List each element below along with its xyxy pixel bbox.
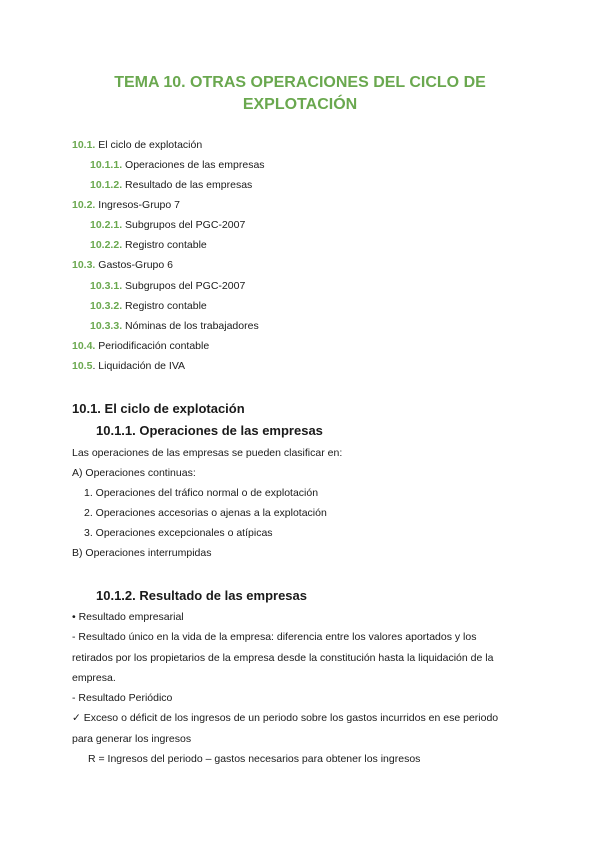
toc-item[interactable]: 10.3. Gastos-Grupo 6 [72, 259, 173, 271]
subsection-heading: 10.1.1. Operaciones de las empresas [96, 423, 323, 438]
list-item: 2. Operaciones accesorias o ajenas a la explotación [84, 507, 327, 519]
paragraph-line: para generar los ingresos [72, 733, 192, 745]
toc-item[interactable]: 10.2.2. Registro contable [90, 239, 207, 251]
paragraph-line: - Resultado único en la vida de la empresa: diferencia entre los valores aportados y los [72, 631, 477, 643]
title-line-1: TEMA 10. OTRAS OPERACIONES DEL CICLO DE [114, 74, 486, 91]
paragraph-line: retirados por los propietarios de la empresa desde la constitución hasta la liquidación de la [72, 652, 494, 664]
toc-item[interactable]: 10.3.2. Registro contable [90, 300, 207, 312]
toc-item[interactable]: 10.2.1. Subgrupos del PGC-2007 [90, 219, 246, 231]
toc-item[interactable]: 10.3.3. Nóminas de los trabajadores [90, 320, 259, 332]
toc-item[interactable]: 10.5. Liquidación de IVA [72, 360, 186, 372]
toc-item[interactable]: 10.3.1. Subgrupos del PGC-2007 [90, 280, 246, 292]
toc-item[interactable]: 10.4. Periodificación contable [72, 340, 210, 352]
toc-item[interactable]: 10.1.1. Operaciones de las empresas [90, 159, 265, 171]
paragraph-line: ✓ Exceso o déficit de los ingresos de un periodo sobre los gastos incurridos en ese periodo [72, 712, 499, 724]
list-item: 1. Operaciones del tráfico normal o de explotación [84, 487, 319, 499]
list-item: 3. Operaciones excepcionales o atípicas [84, 527, 273, 539]
list-heading: A) Operaciones continuas: [72, 467, 196, 479]
document-title [60, 72, 540, 116]
title-line-2: EXPLOTACIÓN [242, 96, 358, 113]
toc-item[interactable]: 10.1.2. Resultado de las empresas [90, 179, 253, 191]
toc-item[interactable]: 10.2. Ingresos-Grupo 7 [72, 199, 180, 211]
paragraph-line: - Resultado Periódico [72, 692, 173, 704]
list-heading: B) Operaciones interrumpidas [72, 547, 212, 559]
toc-item[interactable]: 10.1. El ciclo de explotación [72, 139, 203, 151]
section-heading: 10.1. El ciclo de explotación [72, 401, 245, 416]
formula: R = Ingresos del periodo – gastos necesarios para obtener los ingresos [88, 753, 421, 765]
paragraph-line: empresa. [72, 672, 116, 684]
subsection-heading: 10.1.2. Resultado de las empresas [96, 588, 307, 603]
paragraph: Las operaciones de las empresas se pueden clasificar en: [72, 447, 343, 459]
paragraph-line: • Resultado empresarial [72, 611, 184, 623]
